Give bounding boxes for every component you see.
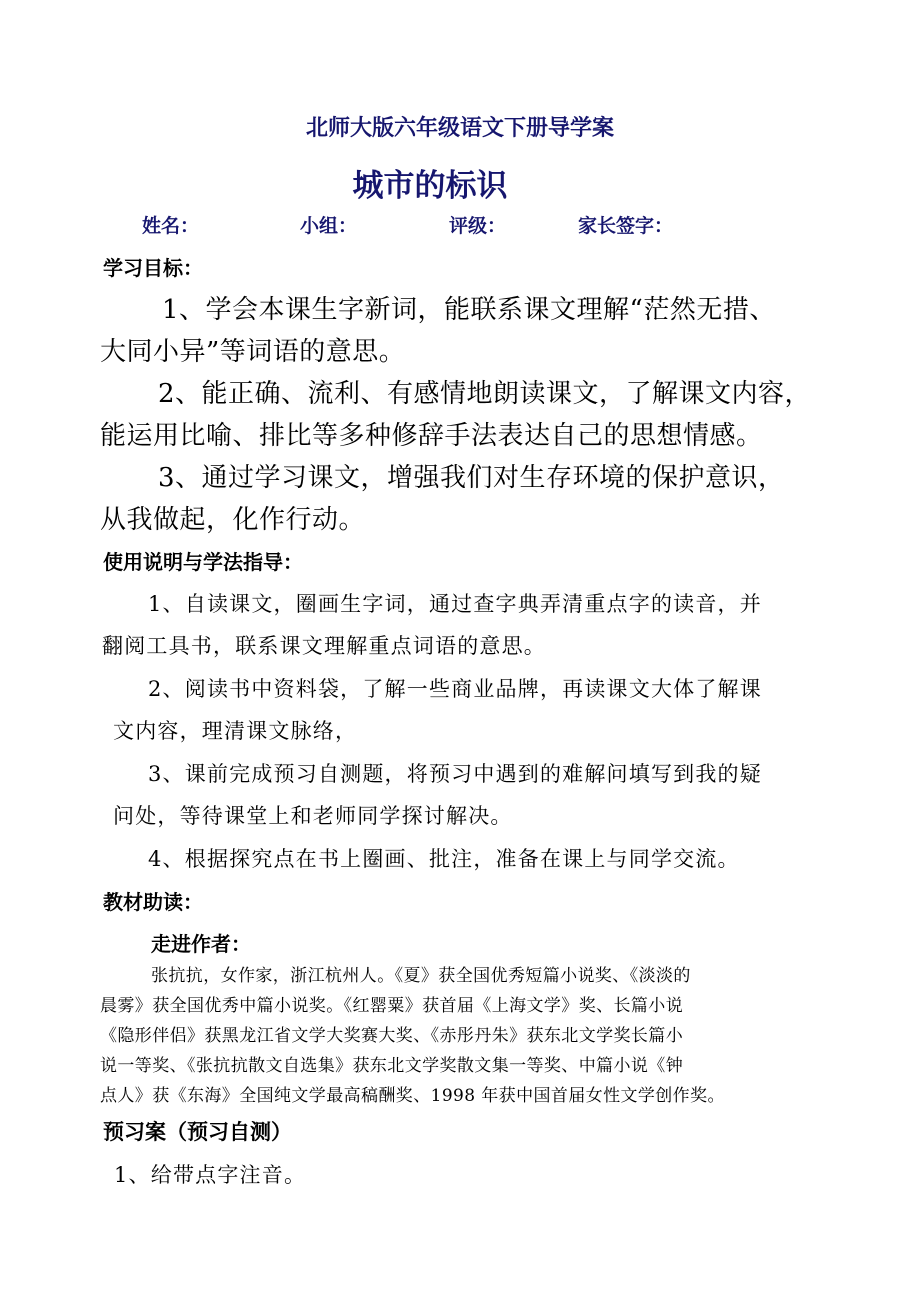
- author-bio-line: 晨雾》获全国优秀中篇小说奖。《红罂粟》获首届《上海文学》奖、长篇小说: [100, 996, 684, 1016]
- group-field-label: 小组：: [300, 215, 358, 237]
- guidance-line: 文内容，理清课文脉络，: [113, 719, 358, 743]
- objectives-heading: 学习目标：: [103, 256, 203, 280]
- name-field-label: 姓名：: [142, 215, 200, 237]
- reading-heading: 教材助读：: [103, 890, 203, 914]
- parent-sign-field-label: 家长签字：: [578, 215, 674, 237]
- guidance-line: 2、阅读书中资料袋，了解一些商业品牌，再读课文大体了解课: [148, 677, 762, 701]
- author-bio-line: 张抗抗，女作家，浙江杭州人。《夏》获全国优秀短篇小说奖、《淡淡的: [151, 966, 691, 986]
- guidance-line: 4、根据探究点在书上圈画、批注，准备在课上与同学交流。: [148, 847, 740, 871]
- guidance-line: 问处，等待课堂上和老师同学探讨解决。: [113, 804, 513, 828]
- objective-line: 1、学会本课生字新词，能联系课文理解“茫然无措、: [162, 295, 776, 325]
- author-bio-line: 《隐形伴侣》获黑龙江省文学大奖赛大奖、《赤彤丹朱》获东北文学奖长篇小: [100, 1026, 684, 1046]
- author-bio-line: 说一等奖、《张抗抗散文自选集》获东北文学奖散文集一等奖、中篇小说《钟: [100, 1056, 684, 1076]
- objective-line: 大同小异”等词语的意思。: [100, 337, 406, 367]
- document-title: 北师大版六年级语文下册导学案: [305, 116, 614, 141]
- guidance-heading: 使用说明与学法指导：: [103, 550, 303, 574]
- guidance-line: 3、课前完成预习自测题，将预习中遇到的难解问填写到我的疑: [148, 762, 762, 786]
- preview-heading: 预习案（预习自测）: [103, 1120, 292, 1144]
- lesson-title: 城市的标识: [352, 168, 508, 204]
- objective-line: 从我做起，化作行动。: [100, 505, 366, 535]
- author-bio-line: 点人》获《东海》全国纯文学最高稿酬奖、1998 年获中国首届女性文学创作奖。: [100, 1086, 725, 1106]
- objective-line: 3、通过学习课文，增强我们对生存环境的保护意识，: [158, 463, 785, 493]
- objective-line: 能运用比喻、排比等多种修辞手法表达自己的思想情感。: [100, 421, 763, 451]
- guidance-line: 翻阅工具书，联系课文理解重点词语的意思。: [102, 634, 546, 658]
- objective-line: 2、能正确、流利、有感情地朗读课文，了解课文内容，: [158, 379, 812, 409]
- author-subheading: 走进作者：: [151, 932, 251, 956]
- grade-field-label: 评级：: [449, 215, 507, 237]
- preview-item: 1、给带点字注音。: [114, 1163, 307, 1187]
- guidance-line: 1、自读课文，圈画生字词，通过查字典弄清重点字的读音，并: [148, 592, 762, 616]
